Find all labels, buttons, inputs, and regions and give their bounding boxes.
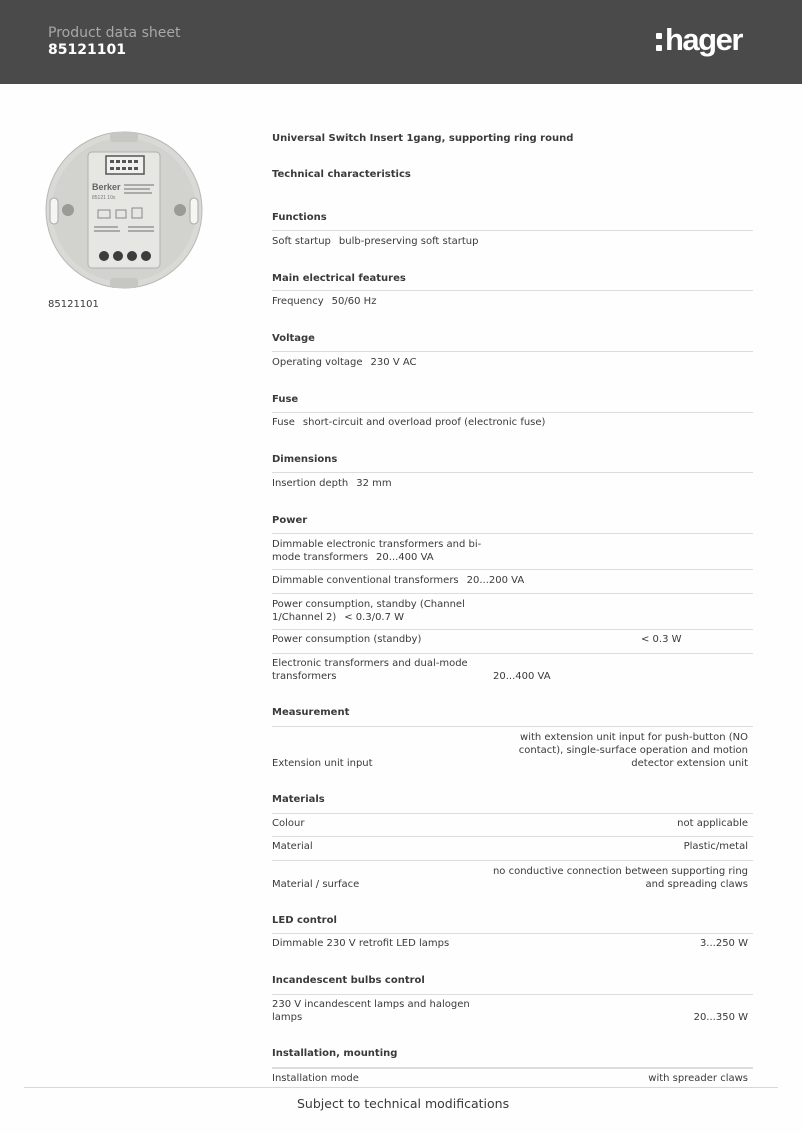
divider <box>272 412 753 413</box>
divider <box>272 653 753 654</box>
divider <box>272 1067 753 1069</box>
spec-label: Electronic transformers and dual-mode transformers <box>272 658 468 682</box>
spec-label: Frequency <box>272 296 324 307</box>
divider <box>272 569 753 570</box>
spec-label: 230 V incandescent lamps and halogen lamps <box>272 999 470 1023</box>
spec-label: Dimmable 230 V retrofit LED lamps <box>272 938 450 949</box>
footer-divider <box>24 1087 778 1088</box>
section-heading-dimensions: Dimensions <box>272 454 338 465</box>
divider <box>272 860 753 861</box>
product-image <box>44 130 204 290</box>
spec-label: Fuse <box>272 417 295 428</box>
spec-value: with extension unit input for push-button (NO contact), single-surface operation and motion detector extension unit <box>518 732 748 769</box>
spec-row <box>272 356 753 369</box>
spec-row <box>272 235 753 248</box>
spec-label: Installation mode <box>272 1073 359 1084</box>
divider <box>272 533 753 534</box>
spec-value: bulb-preserving soft startup <box>338 236 479 247</box>
spec-value: 20...400 VA <box>376 552 434 563</box>
spec-row <box>272 416 753 429</box>
document-id: 85121101 <box>48 42 126 58</box>
spec-row <box>272 598 472 624</box>
divider <box>272 933 753 934</box>
spec-label: Soft startup <box>272 236 331 247</box>
spec-row <box>272 865 753 891</box>
spec-row <box>272 633 753 646</box>
image-model-text: 85121 10x <box>92 195 116 201</box>
spec-label: Dimmable electronic transformers and bi-mode transformers <box>272 539 482 563</box>
section-heading-functions: Functions <box>272 212 327 223</box>
spec-value: < 0.3/0.7 W <box>344 612 405 623</box>
spec-value: no conductive connection between supporting ring and spreading claws <box>492 866 748 890</box>
spec-value: 230 V AC <box>370 357 417 368</box>
spec-value: 32 mm <box>356 478 392 489</box>
section-heading-materials: Materials <box>272 794 325 805</box>
section-heading-incandescent: Incandescent bulbs control <box>272 975 425 986</box>
divider <box>272 230 753 231</box>
spec-value: < 0.3 W <box>641 634 682 645</box>
divider <box>272 629 753 630</box>
spec-label: Insertion depth <box>272 478 349 489</box>
divider <box>272 813 753 814</box>
logo-colon-icon <box>656 33 662 51</box>
footer-note: Subject to technical modifications <box>297 1096 510 1111</box>
spec-value: 20...200 VA <box>466 575 525 586</box>
spec-label: Extension unit input <box>272 758 373 769</box>
spec-row <box>272 998 753 1024</box>
section-heading-led-control: LED control <box>272 915 337 926</box>
spec-label: Material / surface <box>272 879 360 890</box>
page-header <box>0 0 802 84</box>
section-heading-power: Power <box>272 515 308 526</box>
spec-value: 3...250 W <box>699 938 748 949</box>
spec-row <box>272 477 753 490</box>
section-heading-voltage: Voltage <box>272 333 315 344</box>
spec-row <box>272 538 482 564</box>
spec-row <box>272 1072 753 1085</box>
divider <box>272 593 753 594</box>
product-title: Universal Switch Insert 1gang, supporting ring round <box>272 133 574 144</box>
divider <box>272 994 753 995</box>
product-sku-caption: 85121101 <box>48 299 99 310</box>
spec-row <box>272 730 753 770</box>
spec-value: with spreader claws <box>648 1073 748 1084</box>
divider <box>272 472 753 473</box>
section-heading-main-electrical: Main electrical features <box>272 273 406 284</box>
spec-label: Power consumption, standby (Channel 1/Channel 2) <box>272 599 465 623</box>
divider <box>272 726 753 727</box>
spec-value: short-circuit and overload proof (electronic fuse) <box>302 417 546 428</box>
section-heading-measurement: Measurement <box>272 707 350 718</box>
spec-value: 20...400 VA <box>493 671 551 682</box>
spec-row <box>272 817 753 830</box>
spec-label: Material <box>272 841 313 852</box>
section-heading-fuse: Fuse <box>272 394 299 405</box>
hager-logo <box>656 22 742 58</box>
spec-row <box>272 840 753 853</box>
logo-text: hager <box>665 22 742 57</box>
image-brand-text: Berker <box>92 182 121 192</box>
spec-label: Power consumption (standby) <box>272 634 422 645</box>
spec-row <box>272 574 753 587</box>
spec-row <box>272 295 753 308</box>
document-type: Product data sheet <box>48 25 181 41</box>
spec-label: Colour <box>272 818 305 829</box>
divider <box>272 351 753 352</box>
spec-label: Operating voltage <box>272 357 363 368</box>
divider <box>272 290 753 291</box>
spec-value: Plastic/metal <box>683 841 748 852</box>
section-heading-installation: Installation, mounting <box>272 1048 398 1059</box>
divider <box>272 836 753 837</box>
spec-label: Dimmable conventional transformers <box>272 575 459 586</box>
spec-row <box>272 657 753 683</box>
spec-value: 20...350 W <box>693 1012 748 1023</box>
section-subtitle: Technical characteristics <box>272 169 411 180</box>
spec-value: 50/60 Hz <box>331 296 377 307</box>
spec-row <box>272 937 753 950</box>
spec-value: not applicable <box>677 818 748 829</box>
